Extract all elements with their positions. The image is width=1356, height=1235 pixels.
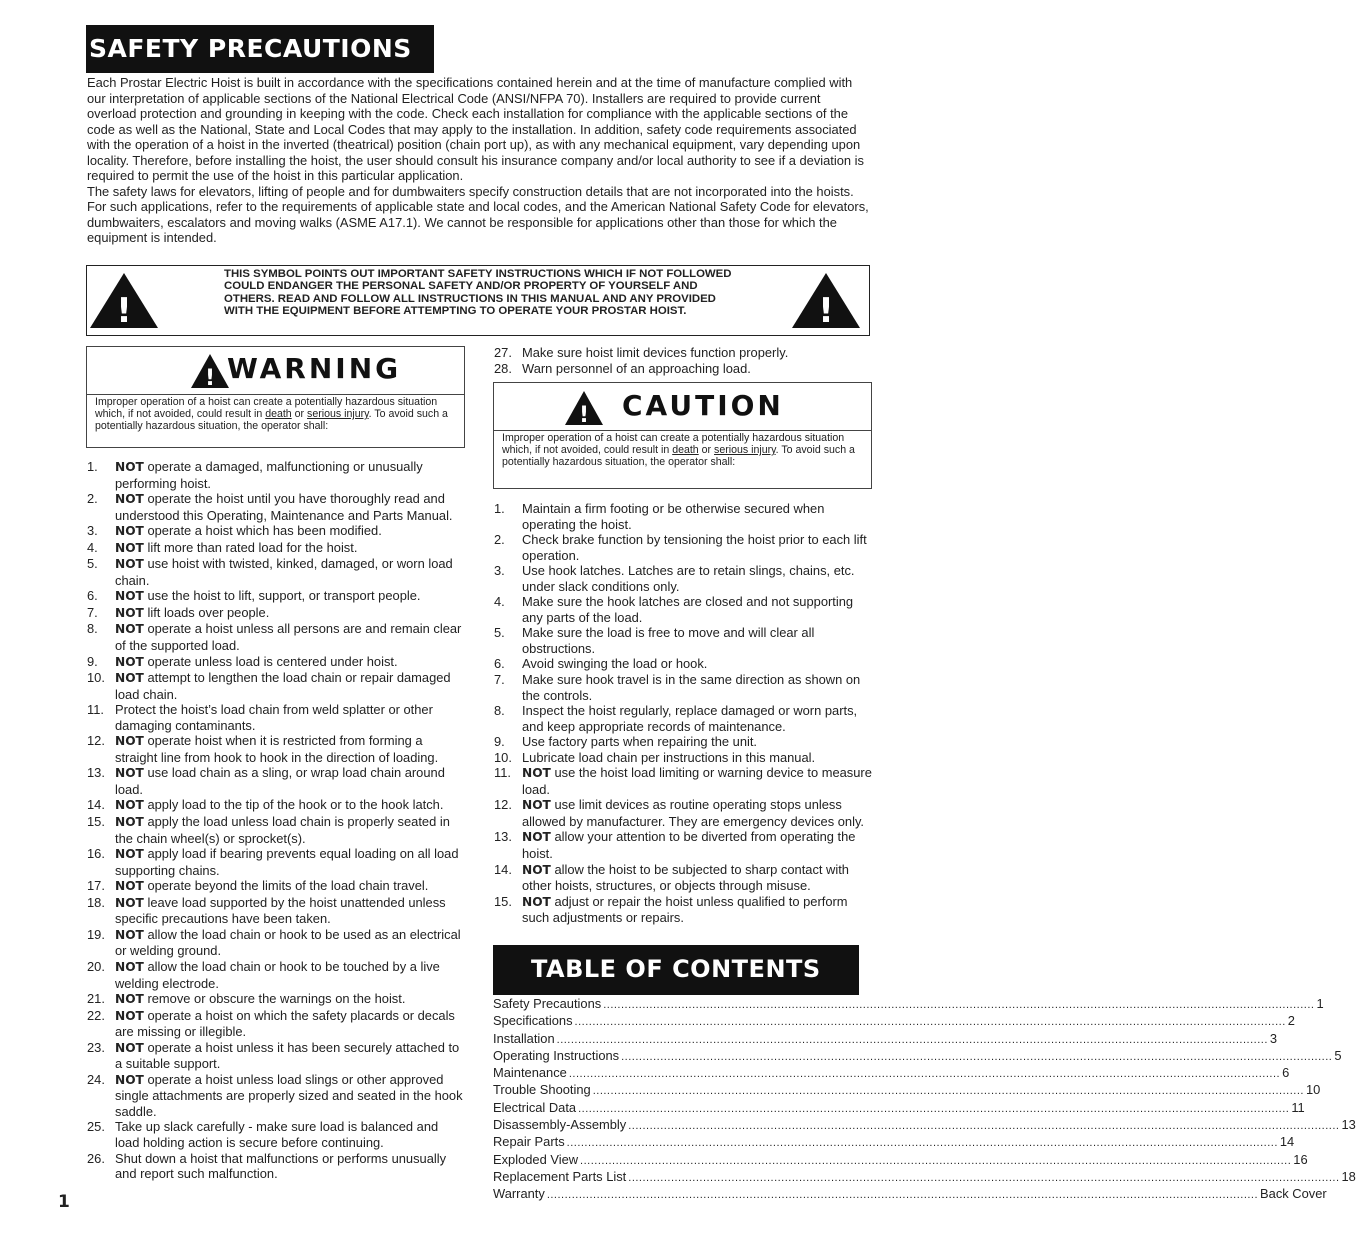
list-item (494, 797, 872, 829)
list-item (494, 625, 872, 656)
list-item-number: 5. (494, 625, 505, 641)
not-emphasis: NOT (115, 460, 144, 474)
list-item-number: 26. (87, 1150, 105, 1166)
list-item-text: operate the hoist until you have thoroughly read and understood this Operating, Maintenance and Parts Manual. (115, 491, 453, 523)
toc-entry[interactable] (493, 1151, 1308, 1169)
list-item (87, 765, 465, 797)
toc-entry[interactable] (493, 1030, 1278, 1048)
toc-leader-dots: ........................................................................................................................................................................................................ (578, 1102, 1290, 1115)
toc-entry-label: Specifications (493, 1013, 573, 1029)
list-item (87, 895, 465, 927)
svg-text:!: ! (116, 291, 132, 331)
toc-entry[interactable] (493, 996, 1324, 1013)
not-emphasis: NOT (115, 492, 144, 507)
list-item (87, 733, 465, 765)
list-item (87, 540, 465, 557)
toc-entry-label: Repair Parts (493, 1134, 565, 1150)
not-emphasis: NOT (522, 894, 551, 909)
warning-box (86, 346, 465, 448)
toc-entry[interactable] (493, 1047, 1342, 1065)
toc-leader-dots: ........................................................................................................................................................................................................ (603, 999, 1315, 1011)
list-item (494, 829, 872, 861)
list-item (87, 814, 465, 846)
toc-leader-dots: ........................................................................................................................................................................................................ (566, 1137, 1278, 1150)
not-emphasis: NOT (522, 830, 551, 845)
toc-entry-page: 5 (1334, 1047, 1342, 1063)
list-item-text: Make sure hook travel is in the same direction as shown on the controls. (522, 672, 861, 703)
toc-leader-dots: ........................................................................................................................................................................................................ (628, 1171, 1340, 1184)
list-item-text: use limit devices as routine operating stops unless allowed by manufacturer. They are emergency devices only. (522, 797, 865, 829)
caution-box (493, 382, 872, 489)
list-item-text: operate beyond the limits of the load chain travel. (147, 878, 429, 894)
toc-entry-page: 11 (1291, 1099, 1305, 1115)
list-item-text: use the hoist to lift, support, or transport people. (147, 588, 421, 604)
list-item (494, 765, 872, 797)
safety-symbol-notice-text: THIS SYMBOL POINTS OUT IMPORTANT SAFETY INSTRUCTIONS WHICH IF NOT FOLLOWED COULD ENDANGER THE PERSONAL SAFETY AND/OR PROPERTY OF YOURSELF AND OTHERS. READ AND FOLLOW ALL INSTRUCTIONS IN THIS MANUAL AND ANY PROVIDED WITH THE EQUIPMENT BEFORE ATTEMPTING TO OPERATE YOUR PROSTAR HOIST. (224, 268, 732, 318)
toc-entry[interactable] (493, 1168, 1356, 1186)
not-emphasis: NOT (115, 1008, 144, 1023)
list-item-number: 28. (494, 360, 512, 376)
list-item-number: 6. (494, 656, 505, 672)
not-emphasis: NOT (522, 766, 551, 781)
list-item-number: 18. (87, 894, 105, 910)
toc-entry[interactable] (493, 1099, 1305, 1117)
list-item (494, 734, 872, 750)
list-item-number: 1. (87, 459, 98, 474)
list-item-number: 7. (87, 604, 98, 620)
toc-entry-page: 16 (1293, 1151, 1308, 1167)
list-item-number: 3. (494, 563, 505, 579)
toc-leader-dots: ........................................................................................................................................................................................................ (628, 1120, 1340, 1133)
toc-leader-dots: ........................................................................................................................................................................................................ (556, 1033, 1268, 1046)
list-item-text: use the hoist load limiting or warning device to measure load. (522, 765, 872, 797)
not-emphasis: NOT (115, 1040, 144, 1055)
list-item-text: apply load to the tip of the hook or to the hook latch. (147, 797, 444, 813)
list-item-text: Make sure hoist limit devices function properly. (522, 345, 789, 360)
not-emphasis: NOT (115, 524, 144, 539)
list-item-number: 2. (494, 532, 505, 548)
list-item (494, 594, 872, 625)
list-item (87, 1151, 465, 1182)
toc-entry-label: Maintenance (493, 1065, 567, 1081)
list-item (87, 1119, 465, 1150)
toc-entry[interactable] (493, 1117, 1356, 1134)
toc-entry-label: Operating Instructions (493, 1047, 620, 1063)
not-emphasis: NOT (115, 589, 144, 604)
list-item-number: 4. (494, 594, 505, 610)
list-item-text: Shut down a hoist that malfunctions or performs unusually and report such malfunction. (115, 1150, 447, 1182)
not-emphasis: NOT (115, 622, 144, 637)
list-item-number: 8. (494, 703, 505, 719)
list-item-text: use hoist with twisted, kinked, damaged, or worn load chain. (115, 556, 453, 588)
list-item-number: 25. (87, 1119, 105, 1135)
list-item (87, 621, 465, 653)
caution-list (494, 501, 872, 926)
warning-description: Improper operation of a hoist can create a potentially hazardous situation which, if not avoided, could result in death or serious injury. To avoid such a potentially hazardous situation, the operator shall: (95, 396, 448, 433)
list-item (87, 1072, 465, 1120)
list-item (494, 656, 872, 672)
list-item-number: 4. (87, 539, 98, 555)
list-item (494, 361, 872, 377)
toc-entry-label: Warranty (493, 1186, 545, 1202)
list-item (494, 345, 872, 361)
warning-header (87, 347, 464, 395)
list-item-number: 19. (87, 926, 105, 942)
list-item-number: 23. (87, 1039, 105, 1055)
not-emphasis: NOT (115, 605, 144, 620)
list-item (494, 862, 872, 894)
list-item-number: 7. (494, 672, 505, 688)
intro-text (87, 75, 873, 246)
toc-entry-page: 18 (1341, 1168, 1356, 1184)
list-item-text: allow the hoist to be subjected to sharp contact with other hoists, structures, or objects through misuse. (522, 861, 849, 894)
list-item-number: 5. (87, 556, 98, 572)
list-item-text: Maintain a firm footing or be otherwise secured when operating the hoist. (522, 501, 825, 532)
list-item (87, 878, 465, 895)
toc-leader-dots: ........................................................................................................................................................................................................ (568, 1068, 1281, 1081)
list-item (87, 459, 465, 491)
list-item (494, 563, 872, 594)
list-item-number: 1. (494, 501, 505, 516)
caution-heading: CAUTION (622, 389, 784, 422)
list-item (494, 672, 872, 703)
list-item-number: 17. (87, 878, 105, 894)
not-emphasis: NOT (115, 992, 144, 1007)
list-item-number: 15. (494, 893, 512, 909)
list-item-text: remove or obscure the warnings on the hoist. (147, 991, 406, 1007)
list-item-text: Protect the hoist’s load chain from weld splatter or other damaging contaminants. (115, 702, 433, 733)
list-item-text: apply the load unless load chain is properly seated in the chain wheel(s) or sprocket(s). (115, 814, 450, 846)
toc-entry[interactable] (493, 1186, 1327, 1203)
list-item-number: 21. (87, 991, 105, 1007)
list-item (87, 670, 465, 702)
list-item (87, 605, 465, 622)
toc-entry[interactable] (493, 1134, 1295, 1151)
list-item (87, 523, 465, 540)
list-item-number: 2. (87, 491, 98, 507)
list-item-text: use load chain as a sling, or wrap load chain around load. (115, 765, 445, 797)
list-item-text: apply load if bearing prevents equal loading on all load supporting chains. (115, 846, 459, 878)
toc-entry-label: Safety Precautions (493, 996, 602, 1011)
list-item-number: 15. (87, 814, 105, 830)
list-item-number: 6. (87, 588, 98, 604)
toc-entry-label: Electrical Data (493, 1099, 577, 1115)
list-item-number: 11. (87, 702, 104, 718)
list-item-text: Take up slack carefully - make sure load is balanced and load holding action is secure before continuing. (115, 1119, 439, 1150)
toc-entry[interactable] (493, 1082, 1321, 1099)
list-item-number: 8. (87, 621, 98, 637)
list-item-text: lift more than rated load for the hoist. (147, 539, 358, 555)
list-item-number: 22. (87, 1007, 105, 1023)
list-item (87, 797, 465, 814)
list-item-number: 13. (87, 765, 105, 781)
svg-text:!: ! (204, 366, 216, 391)
list-item-text: operate a hoist unless all persons are and remain clear of the supported load. (115, 621, 462, 654)
toc-leader-dots: ........................................................................................................................................................................................................ (546, 1189, 1259, 1202)
list-item (87, 927, 465, 959)
list-item-number: 9. (87, 653, 98, 669)
list-item-text: operate unless load is centered under hoist. (147, 653, 398, 669)
not-emphasis: NOT (115, 766, 144, 781)
list-item-text: Warn personnel of an approaching load. (522, 360, 751, 376)
toc-entry-page: 14 (1279, 1134, 1295, 1150)
list-item (87, 1008, 465, 1040)
list-item-text: adjust or repair the hoist unless qualified to perform such adjustments or repairs. (522, 893, 848, 926)
list-item (87, 491, 465, 523)
not-emphasis: NOT (115, 895, 144, 910)
not-emphasis: NOT (115, 798, 144, 813)
not-emphasis: NOT (115, 671, 144, 686)
list-item-number: 14. (494, 861, 512, 877)
toc-leader-dots: ........................................................................................................................................................................................................ (580, 1154, 1292, 1167)
intro-paragraph-2: The safety laws for elevators, lifting of people and for dumbwaiters specify construction details that are not incorporated into the hoists. For such applications, refer to the requirements of applicable state and local codes, and the American National Safety Code for elevators, dumbwaiters, escalators and moving walks (ASME A17.1). We cannot be responsible for applications other than those for which the equipment is intended. (87, 183, 869, 246)
list-item (494, 894, 872, 926)
toc-entry-page: 1 (1316, 996, 1324, 1011)
toc-entry-page: 2 (1287, 1013, 1295, 1029)
list-item-number: 16. (87, 846, 105, 862)
list-item-text: Make sure the hook latches are closed and not supporting any parts of the load. (522, 594, 854, 625)
list-item-text: operate a hoist which has been modified. (147, 523, 382, 539)
not-emphasis: NOT (115, 654, 144, 669)
not-emphasis: NOT (522, 798, 551, 813)
toc-entry-label: Exploded View (493, 1151, 579, 1167)
list-item-number: 14. (87, 797, 105, 813)
not-emphasis: NOT (115, 927, 144, 942)
svg-text:!: ! (578, 403, 590, 428)
toc-entry-label: Trouble Shooting (493, 1082, 591, 1098)
list-item-number: 27. (494, 345, 512, 360)
list-item-text: Use hook latches. Latches are to retain slings, chains, etc. under slack conditions only. (522, 563, 855, 594)
toc-entry[interactable] (493, 1013, 1295, 1030)
list-item-number: 24. (87, 1071, 105, 1087)
warning-heading: WARNING (227, 352, 402, 385)
toc-entry-label: Disassembly-Assembly (493, 1117, 627, 1133)
intro-paragraph-1: Each Prostar Electric Hoist is built in accordance with the specifications contained herein and at the time of manufacture complied with our interpretation of applicable sections of the National Electrical Code (ANSI/NFPA 70). Installers are required to provide current overload protection and grounding in keeping with the code. Check each installation for compliance with the applicable sections of the code as well as the National, State and Local Codes that may apply to the installation. In addition, safety code requirements associated with the operation of a hoist in the inverted (theatrical) position (chain port up), as with any mechanical equipment, vary depending upon locality. Therefore, before installing the hoist, the user should consult his insurance company and/or local authority to see if a deviation is required to permit the use of the hoist in this particular application. (87, 75, 864, 184)
list-item (87, 959, 465, 991)
list-item-text: operate a hoist on which the safety placards or decals are missing or illegible. (115, 1007, 455, 1040)
not-emphasis: NOT (115, 1072, 144, 1087)
caution-description: Improper operation of a hoist can create a potentially hazardous situation which, if not avoided, could result in death or serious injury. To avoid such a potentially hazardous situation, the operator shall: (502, 432, 855, 469)
list-item-text: leave load supported by the hoist unattended unless specific precautions have been taken. (115, 894, 446, 927)
list-item-text: operate a damaged, malfunctioning or unusually performing hoist. (115, 459, 423, 491)
table-of-contents (493, 996, 1356, 1204)
svg-text:!: ! (818, 291, 834, 331)
list-item (87, 556, 465, 588)
list-item (87, 991, 465, 1008)
list-item-text: Inspect the hoist regularly, replace damaged or worn parts, and keep appropriate records of maintenance. (522, 703, 858, 734)
list-item (87, 846, 465, 878)
warning-list (87, 459, 465, 1182)
list-item (494, 703, 872, 734)
list-item (87, 702, 465, 733)
not-emphasis: NOT (115, 734, 144, 749)
list-item (87, 588, 465, 605)
list-item-text: attempt to lengthen the load chain or repair damaged load chain. (115, 670, 451, 702)
safety-precautions-heading: SAFETY PRECAUTIONS (86, 25, 434, 73)
not-emphasis: NOT (115, 557, 144, 572)
toc-entry-page: 6 (1282, 1065, 1290, 1081)
list-item-text: Avoid swinging the load or hook. (522, 656, 708, 672)
list-item-text: operate hoist when it is restricted from forming a straight line from hook to hook in the direction of loading. (115, 733, 439, 765)
list-item (494, 750, 872, 766)
caution-header (494, 383, 871, 431)
list-item-text: Check brake function by tensioning the hoist prior to each lift operation. (522, 532, 867, 563)
list-item-text: operate a hoist unless load slings or other approved single attachments are properly sized and seated in the hook saddle. (115, 1071, 463, 1119)
toc-entry-page: Back Cover (1260, 1186, 1327, 1202)
list-item-number: 13. (494, 829, 512, 845)
warning-list-continued (494, 345, 872, 376)
list-item-number: 3. (87, 523, 98, 539)
list-item (494, 532, 872, 563)
not-emphasis: NOT (115, 540, 144, 555)
page-number: 1 (58, 1192, 70, 1212)
list-item-number: 20. (87, 958, 105, 974)
list-item-text: operate a hoist unless it has been securely attached to a suitable support. (115, 1039, 460, 1072)
toc-leader-dots: ........................................................................................................................................................................................................ (592, 1085, 1304, 1098)
list-item-number: 12. (87, 733, 105, 749)
toc-entry-label: Installation (493, 1030, 555, 1046)
list-item-number: 10. (494, 749, 512, 765)
list-item (87, 1040, 465, 1072)
toc-leader-dots: ........................................................................................................................................................................................................ (621, 1050, 1333, 1063)
not-emphasis: NOT (522, 862, 551, 877)
not-emphasis: NOT (115, 815, 144, 830)
list-item-text: Make sure the load is free to move and will clear all obstructions. (522, 625, 815, 656)
toc-entry-label: Replacement Parts List (493, 1168, 627, 1184)
list-item-number: 10. (87, 670, 105, 686)
list-item-text: allow the load chain or hook to be touched by a live welding electrode. (115, 958, 440, 991)
table-of-contents-heading: TABLE OF CONTENTS (493, 945, 859, 995)
list-item-text: allow your attention to be diverted from operating the hoist. (522, 829, 856, 862)
not-emphasis: NOT (115, 959, 144, 974)
toc-leader-dots: ........................................................................................................................................................................................................ (574, 1016, 1286, 1029)
not-emphasis: NOT (115, 847, 144, 862)
list-item (87, 654, 465, 671)
toc-entry-page: 10 (1305, 1082, 1321, 1098)
list-item-number: 11. (494, 765, 511, 781)
list-item-text: Use factory parts when repairing the unit. (522, 734, 758, 750)
list-item-number: 9. (494, 734, 505, 750)
toc-entry[interactable] (493, 1065, 1290, 1082)
list-item-number: 12. (494, 797, 512, 813)
list-item (494, 501, 872, 532)
list-item-text: lift loads over people. (147, 604, 270, 620)
not-emphasis: NOT (115, 879, 144, 894)
toc-entry-page: 13 (1341, 1117, 1356, 1133)
list-item-text: Lubricate load chain per instructions in this manual. (522, 749, 816, 765)
toc-entry-page: 3 (1269, 1030, 1278, 1046)
list-item-text: allow the load chain or hook to be used as an electrical or welding ground. (115, 926, 461, 959)
